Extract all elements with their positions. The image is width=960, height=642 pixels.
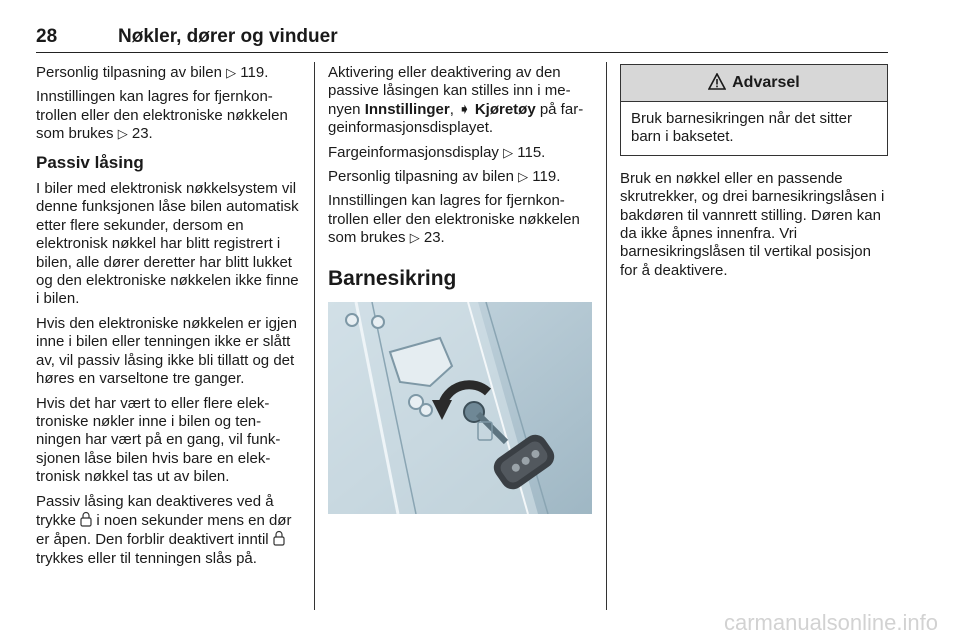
warning-header — [621, 65, 887, 102]
paragraph-deactivate: Passiv låsing kan deaktiveres ved å trykke i noen sekunder mens en dør er åpen. Den forblir deaktivert inntil trykkes eller til tenningen slås på. — [36, 492, 292, 567]
paragraph-color-display: Fargeinformasjonsdisplay ▷ 115. — [328, 143, 546, 161]
column-3 — [620, 64, 888, 286]
column-1 — [36, 64, 301, 574]
section-heading-child-lock: Barnesikring — [328, 266, 457, 290]
column-divider-1 — [314, 62, 315, 610]
section-heading-passive-locking: Passiv låsing — [36, 152, 144, 172]
page-ref[interactable]: 23. — [131, 125, 153, 143]
warning-box — [620, 64, 888, 156]
page-number: 28 — [36, 26, 58, 47]
paragraph-personal-settings-2: Personlig tilpasning av bilen ▷ 119. — [328, 168, 561, 186]
page-ref-arrow-icon: ▷ — [117, 126, 128, 142]
page-ref[interactable]: 115. — [517, 143, 546, 161]
column-2 — [328, 64, 593, 514]
page-ref[interactable]: 119. — [240, 64, 269, 81]
child-lock-illustration — [328, 302, 592, 514]
page-ref-arrow-icon: ▷ — [226, 65, 237, 80]
paragraph-remote-settings-2: Innstillingen kan lagres for fjernkontrollen eller den elektroniske nøkkelen som brukes ▷ 23. — [328, 192, 580, 247]
warning-text: Bruk barnesikringen når det sitter barn i baksetet. — [631, 110, 852, 146]
lock-button-icon — [273, 530, 285, 546]
page-ref[interactable]: 119. — [532, 168, 561, 186]
warning-triangle-icon — [708, 73, 726, 90]
forward-arrow-icon: ➧ — [458, 100, 471, 118]
page-ref[interactable]: 23. — [423, 229, 445, 247]
menu-vehicle: Kjøretøy — [474, 100, 536, 118]
warning-title: Advarsel — [732, 74, 800, 91]
page-ref-arrow-icon: ▷ — [503, 144, 514, 160]
paragraph-child-lock-usage: Bruk en nøkkel eller en passende skrutrekker, og drei barnesikringslåsen i bakdøren til vannrett stilling. Døren kan da ikke åpnes innenfra. Vri barnesikringslåsen til vertikal posisjon for å deaktivere. — [620, 169, 885, 279]
watermark: carmanualsonline.info — [723, 610, 938, 635]
page-header — [36, 22, 888, 53]
paragraph-menu-activation: Aktivering eller deaktivering av den passive låsingen kan stilles inn i menyen Innstillinger, ➧ Kjøretøy på fargeinformasjonsdisplayet. — [328, 64, 584, 137]
page-ref-arrow-icon: ▷ — [409, 230, 420, 246]
column-divider-2 — [606, 62, 607, 610]
paragraph-remote-settings: Innstillingen kan lagres for fjernkontrollen eller den elektroniske nøkkelen som brukes ▷ 23. — [36, 88, 288, 143]
paragraph-key-left-inside: Hvis den elektroniske nøkkelen er igjen inne i bilen eller tenningen ikke er slått av, vil passiv låsing ikke bli tillatt og det høres en varseltone tre ganger. — [36, 314, 297, 388]
paragraph-passive-locking-intro: I biler med elektronisk nøkkelsystem vil denne funksjonen låse bilen automatisk etter flere sekunder, dersom en elektronisk nøkkel har blitt registrert i bilen, alle dører deretter har blitt lukket og den elektroniske nøkkelen ikke finne i bilen. — [36, 180, 299, 308]
paragraph-multiple-keys: Hvis det har vært to eller flere elektroniske nøkler inne i bilen og tenningen har vært på en gang, vil funksjonen låse bilen hvis bare en elektronisk nøkkel tas ut av bilen. — [36, 394, 281, 486]
menu-settings: Innstillinger — [364, 100, 450, 118]
chapter-title: Nøkler, dører og vinduer — [118, 26, 338, 47]
lock-button-icon — [80, 511, 92, 527]
page-ref-arrow-icon: ▷ — [518, 169, 529, 185]
paragraph-personal-settings: Personlig tilpasning av bilen ▷ 119. — [36, 64, 269, 81]
